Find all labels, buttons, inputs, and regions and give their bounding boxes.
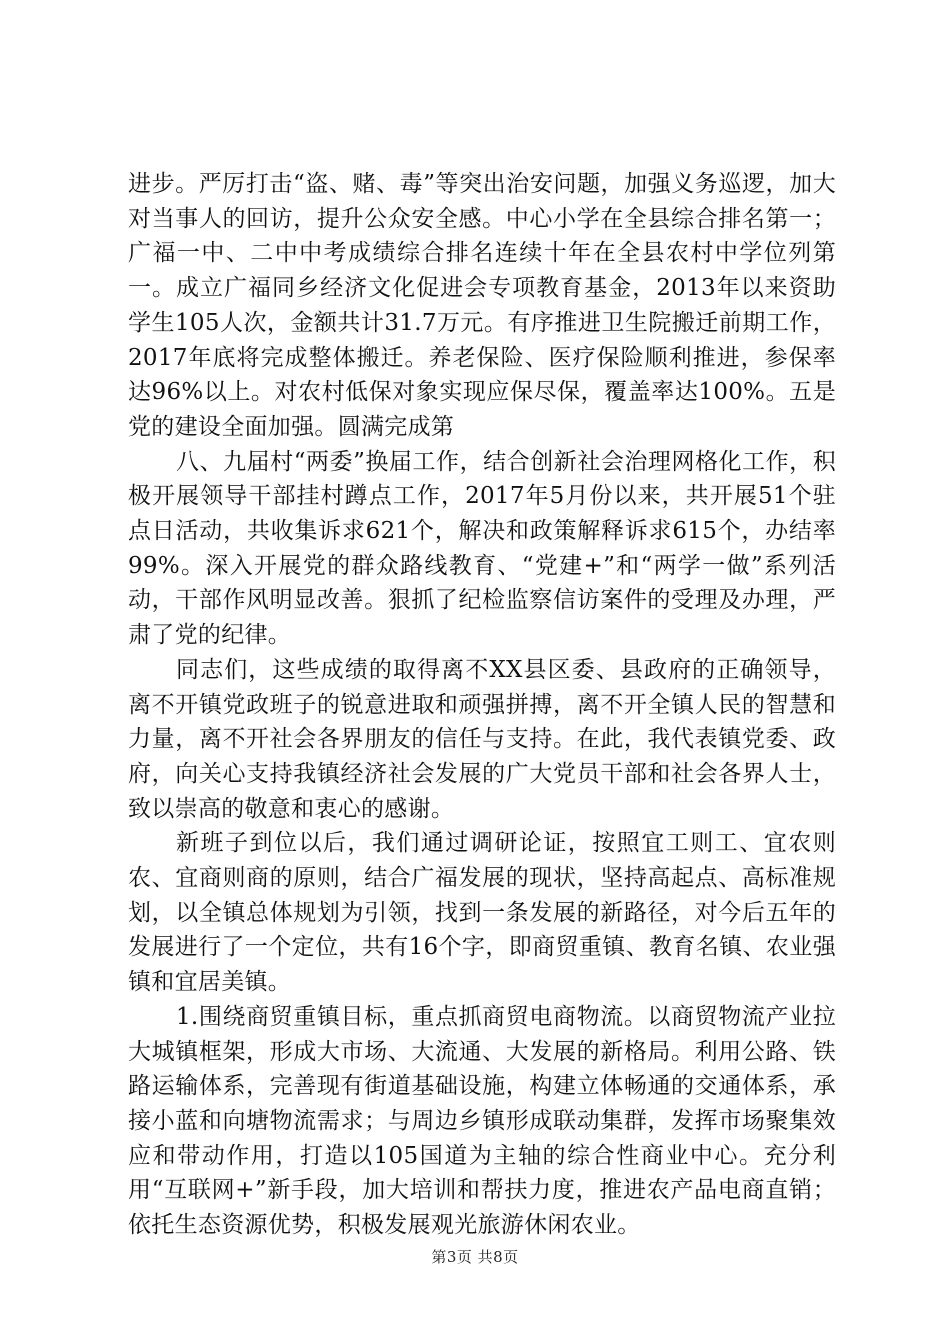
page-footer: 第3页 共8页	[431, 1248, 519, 1266]
paragraph-3: 同志们，这些成绩的取得离不XX县区委、县政府的正确领导，离不开镇党政班子的锐意进取和顽强拼搏，离不开全镇人民的智慧和力量，离不开社会各界朋友的信任与支持。在此，我代表镇党委、政府，向关心支持我镇经济社会发展的广大党员干部和社会各界人士，致以崇高的敬意和衷心的感谢。	[128, 656, 836, 822]
paragraph-5: 1.围绕商贸重镇目标，重点抓商贸电商物流。以商贸物流产业拉大城镇框架，形成大市场、大流通、大发展的新格局。利用公路、铁路运输体系，完善现有街道基础设施，构建立体畅通的交通体系，承接小蓝和向塘物流需求；与周边乡镇形成联动集群，发挥市场聚集效应和带动作用，打造以105国道为主轴的综合性商业中心。充分利用“互联网+”新手段，加大培训和帮扶力度，推进农产品电商直销；依托生态资源优势，积极发展观光旅游休闲农业。	[128, 1003, 836, 1239]
paragraph-4: 新班子到位以后，我们通过调研论证，按照宜工则工、宜农则农、宜商则商的原则，结合广福发展的现状，坚持高起点、高标准规划，以全镇总体规划为引领，找到一条发展的新路径，对今后五年的发展进行了一个定位，共有16个字，即商贸重镇、教育名镇、农业强镇和宜居美镇。	[128, 830, 836, 996]
paragraph-1: 进步。严厉打击“盗、赌、毒”等突出治安问题，加强义务巡逻，加大对当事人的回访，提升公众安全感。中心小学在全县综合排名第一；广福一中、二中中考成绩综合排名连续十年在全县农村中学位列第一。成立广福同乡经济文化促进会专项教育基金，2013年以来资助学生105人次，金额共计31.7万元。有序推进卫生院搬迁前期工作，2017年底将完成整体搬迁。养老保险、医疗保险顺利推进，参保率达96%以上。对农村低保对象实现应保尽保，覆盖率达100%。五是党的建设全面加强。圆满完成第	[128, 171, 836, 440]
document-body	[128, 167, 836, 1243]
paragraph-2: 八、九届村“两委”换届工作，结合创新社会治理网格化工作，积极开展领导干部挂村蹲点工作，2017年5月份以来，共开展51个驻点日活动，共收集诉求621个，解决和政策解释诉求615个，办结率99%。深入开展党的群众路线教育、“党建+”和“两学一做”系列活动，干部作风明显改善。狠抓了纪检监察信访案件的受理及办理，严肃了党的纪律。	[128, 448, 836, 649]
